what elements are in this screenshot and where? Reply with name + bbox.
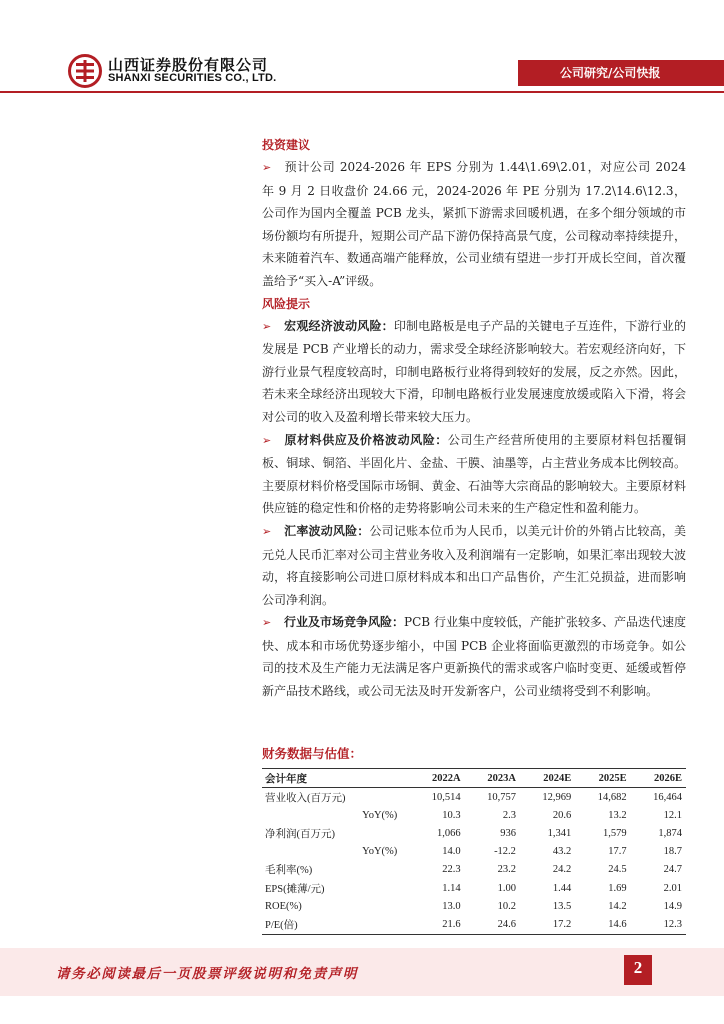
table-cell: 12.1 <box>663 809 682 821</box>
table-cell: 24.2 <box>552 864 572 876</box>
table-cell: 1,341 <box>547 827 572 839</box>
column-header: 2025E <box>575 769 630 788</box>
table-cell: 22.3 <box>442 864 461 876</box>
table-row <box>262 861 686 879</box>
table-row <box>262 897 686 915</box>
bullet-arrow-icon: ➢ <box>262 161 272 174</box>
risk-lead: 汇率波动风险： <box>284 523 370 538</box>
investment-title: 投资建议 <box>262 138 311 152</box>
investment-paragraph <box>262 156 686 293</box>
table-cell: 1.69 <box>608 882 627 894</box>
table-cell: 17.2 <box>520 915 575 934</box>
table-cell: 12.3 <box>631 915 686 934</box>
risk-text: PCB 行业集中度较低，产能扩张较多、产品迭代速度快、成本和市场优势逐步缩小，中国 PCB 企业将面临更激烈的市场竞争。如公司的技术及生产能力无法满足客户更新换代的需求或客户临时变更、延缓或暂停新产品技术路线，或公司无法及时开发新客户，公司业绩将受到不利影响。 <box>262 615 686 699</box>
table-cell: 24.7 <box>663 864 682 876</box>
company-name-en: SHANXI SECURITIES CO., LTD. <box>108 72 277 84</box>
row-label: 营业收入(百万元) <box>265 792 346 804</box>
table-cell: 1,579 <box>602 827 627 839</box>
table-row <box>262 843 686 861</box>
table-cell: 20.6 <box>552 809 572 821</box>
investment-text: 预计公司 2024-2026 年 EPS 分别为 1.44\1.69\2.01，对应公司 2024 年 9 月 2 日收盘价 24.66 元，2024-2026 年 PE 分别为 17.2\14.6\12.3，公司作为国内全覆盖 PCB 龙头，紧抓下游需求回暖机遇，在多个细分领域的市场份额均有所提升，短期公司产品下游仍保持高景气度，公司稼动率持续提升，未来随着汽车、数通高端产能释放，公司业绩有望进一步打开成长空间，首次覆盖给予“买入-A”评级。 <box>262 160 686 288</box>
table-row <box>262 806 686 824</box>
bullet-arrow-icon: ➢ <box>262 319 272 333</box>
bullet-arrow-icon: ➢ <box>262 433 272 447</box>
table-cell: 12,969 <box>542 791 572 803</box>
financial-table <box>262 768 686 935</box>
table-row <box>262 879 686 897</box>
table-cell: 14.9 <box>663 900 682 912</box>
row-label: EPS(摊薄/元) <box>265 883 325 895</box>
risk-item <box>262 315 686 429</box>
table-cell: 43.2 <box>552 846 572 858</box>
section-label: 公司研究/公司快报 <box>560 66 661 80</box>
row-label: P/E(倍) <box>262 915 409 934</box>
column-header: 2026E <box>631 769 686 788</box>
page-number: 2 <box>633 958 643 977</box>
table-cell: 13.5 <box>552 900 572 912</box>
risk-lead: 原材料供应及价格波动风险： <box>284 432 448 447</box>
table-cell: 936 <box>500 827 516 839</box>
company-name-cn: 山西证券股份有限公司 <box>108 56 269 74</box>
table-cell: 14.2 <box>608 900 627 912</box>
table-row <box>262 915 686 934</box>
table-cell: 18.7 <box>663 846 682 858</box>
table-cell: 2.01 <box>663 882 682 894</box>
row-label: 净利润(百万元) <box>265 828 335 840</box>
risk-lead: 行业及市场竞争风险： <box>284 615 405 630</box>
table-cell: 14,682 <box>597 791 627 803</box>
risk-item <box>262 520 686 611</box>
table-cell: 2.3 <box>502 809 516 821</box>
column-header: 2023A <box>465 769 520 788</box>
table-cell: 14.0 <box>442 846 461 858</box>
table-cell: 14.6 <box>575 915 630 934</box>
table-cell: 17.7 <box>608 846 627 858</box>
table-cell: 1.14 <box>442 882 461 894</box>
table-cell: 1.00 <box>497 882 516 894</box>
table-cell: 10.3 <box>442 809 461 821</box>
bullet-arrow-icon: ➢ <box>262 616 272 630</box>
page-header <box>0 0 724 100</box>
row-label: YoY(%) <box>362 809 398 821</box>
bullet-arrow-icon: ➢ <box>262 524 272 538</box>
table-cell: 21.6 <box>409 915 464 934</box>
table-cell: -12.2 <box>494 846 516 858</box>
table-row <box>262 824 686 842</box>
table-row <box>262 788 686 807</box>
row-label: 毛利率(%) <box>265 865 313 877</box>
risk-title: 风险提示 <box>262 296 311 311</box>
table-cell: 10,757 <box>487 791 516 803</box>
risk-item <box>262 429 686 520</box>
table-cell: 23.2 <box>497 864 516 876</box>
table-cell: 10,514 <box>431 791 461 803</box>
table-cell: 13.2 <box>608 809 627 821</box>
row-label: YoY(%) <box>362 846 398 858</box>
company-logo-icon <box>68 54 102 88</box>
risk-text: 印制电路板是电子产品的关键电子互连件，下游行业的发展是 PCB 产业增长的动力，需求受全球经济影响较大。若宏观经济向好，下游行业景气程度较高时，印制电路板行业将得到较好的发展，反之亦然。因此，若未来全球经济出现较大下滑，印制电路板行业发展速度放缓或陷入下滑，将会对公司的收入及盈利增长带来较大压力。 <box>262 318 686 424</box>
report-body <box>262 134 686 703</box>
risk-text: 公司生产经营所使用的主要原材料包括覆铜板、铜球、铜箔、半固化片、金盐、干膜、油墨等，占主营业务成本比例较高。主要原材料价格受国际市场铜、黄金、石油等大宗商品的影响较大。主要原材料供应链的稳定性和价格的走势将影响公司未来的生产稳定性和盈利能力。 <box>262 432 686 516</box>
table-header-row <box>262 769 686 788</box>
column-header: 2024E <box>520 769 575 788</box>
table-cell: 1,066 <box>436 827 461 839</box>
table-cell: 10.2 <box>497 900 516 912</box>
row-label: ROE(%) <box>265 900 302 912</box>
header-rule <box>0 91 724 93</box>
table-cell: 16,464 <box>653 791 682 803</box>
column-header: 2022A <box>409 769 464 788</box>
risk-item <box>262 611 686 702</box>
table-cell: 13.0 <box>442 900 461 912</box>
table-cell: 24.5 <box>608 864 627 876</box>
table-cell: 1.44 <box>552 882 572 894</box>
column-header: 会计年度 <box>262 769 409 788</box>
table-cell: 24.6 <box>465 915 520 934</box>
risk-text: 公司记账本位币为人民币，以美元计价的外销占比较高，美元兑人民币汇率对公司主营业务收入及利润端有一定影响，如果汇率出现较大波动，将直接影响公司进口原材料成本和出口产品售价，产生汇兑损益，进而影响公司净利润。 <box>262 523 686 607</box>
disclaimer-notice: 请务必阅读最后一页股票评级说明和免责声明 <box>56 966 358 982</box>
table-cell: 1,874 <box>658 827 682 839</box>
financial-title: 财务数据与估值： <box>262 746 363 761</box>
risk-lead: 宏观经济波动风险： <box>284 318 394 333</box>
